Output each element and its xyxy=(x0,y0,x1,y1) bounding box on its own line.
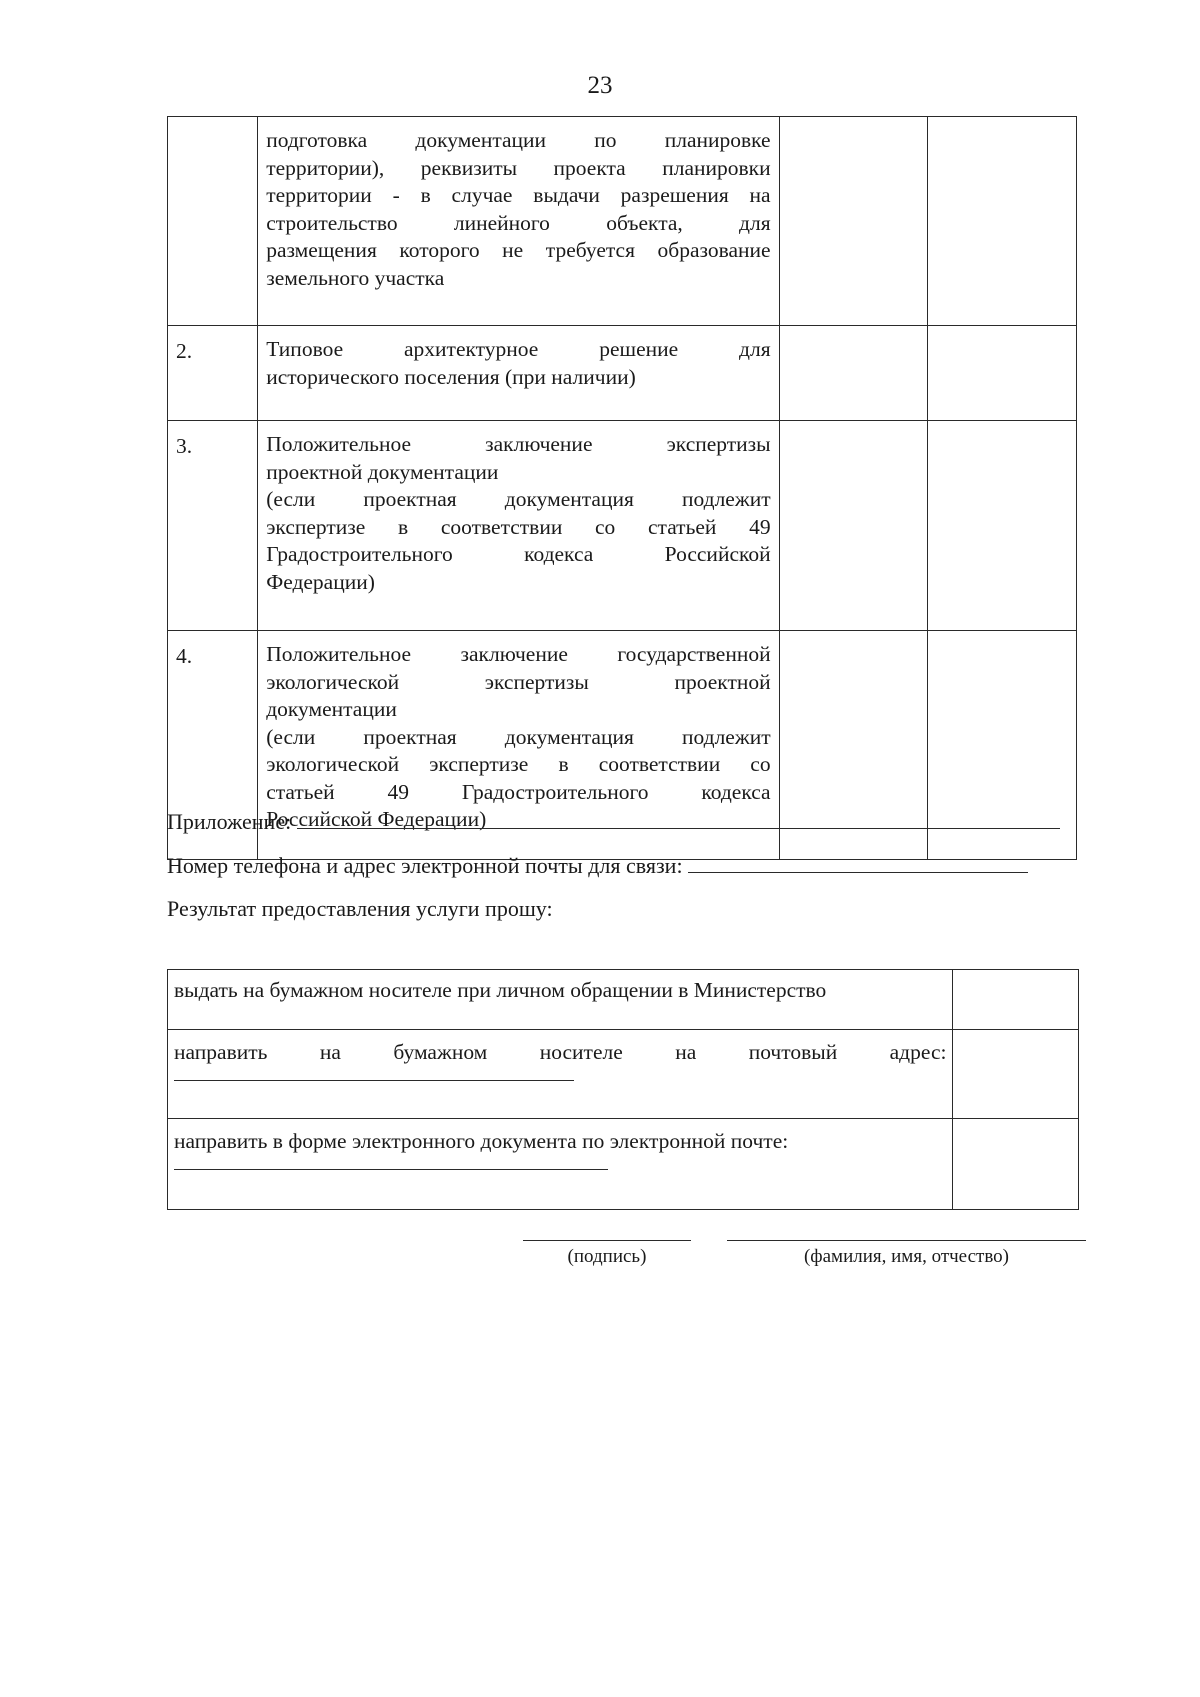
text-line: Российской Федерации) xyxy=(266,807,487,831)
attachment-label: Приложение: xyxy=(167,809,292,834)
contact-input-line[interactable] xyxy=(688,852,1028,873)
contact-label: Номер телефона и адрес электронной почты для связи: xyxy=(167,853,683,878)
text-line: территории), реквизиты проекта планировки xyxy=(266,155,771,180)
signature-line[interactable] xyxy=(523,1240,691,1241)
text-line: Градостроительного кодекса Российской xyxy=(266,542,771,566)
document-description xyxy=(258,117,779,326)
blank-cell[interactable] xyxy=(779,421,928,631)
full-name-caption: (фамилия, имя, отчество) xyxy=(803,1246,1009,1267)
option-checkbox[interactable] xyxy=(953,1119,1079,1210)
text-line: (если проектная документация подлежит xyxy=(266,724,771,749)
text-line: экологической экспертизы проектной xyxy=(266,669,771,694)
text-line: Типовое архитектурное решение для xyxy=(266,337,771,361)
full-name-line[interactable] xyxy=(727,1240,1086,1241)
text-line: Федерации) xyxy=(266,569,375,594)
text-line: территории - в случае выдачи разрешения на xyxy=(266,183,771,207)
text-line: Положительное заключение государственной xyxy=(266,642,771,666)
address-input-line[interactable] xyxy=(174,1066,574,1081)
table-row xyxy=(168,117,1077,326)
row-number xyxy=(168,117,258,326)
contact-field xyxy=(167,852,1028,879)
text-line: строительство линейного объекта, для xyxy=(266,210,771,235)
text-line: проектной документации xyxy=(266,459,499,484)
table-row xyxy=(168,326,1077,421)
row-number: 2. xyxy=(168,326,258,421)
blank-cell[interactable] xyxy=(779,326,928,421)
row-number: 4. xyxy=(168,631,258,860)
documents-table xyxy=(167,116,1077,860)
signature-caption: (подпись) xyxy=(567,1246,647,1267)
attachment-input-line[interactable] xyxy=(297,808,1060,829)
option-label: направить на бумажном носителе на почтовый адрес: xyxy=(174,1040,947,1064)
text-line: Положительное заключение экспертизы xyxy=(266,432,771,456)
result-option xyxy=(168,1030,953,1119)
text-line: земельного участка xyxy=(266,265,445,290)
table-row xyxy=(168,1119,1079,1210)
result-option xyxy=(168,970,953,1030)
result-option xyxy=(168,1119,953,1210)
table-row xyxy=(168,421,1077,631)
text-line: размещения которого не требуется образование xyxy=(266,238,771,262)
result-options-table xyxy=(167,969,1079,1210)
blank-cell[interactable] xyxy=(928,117,1077,326)
text-line: экологической экспертизе в соответствии со xyxy=(266,752,771,776)
result-label: Результат предоставления услуги прошу: xyxy=(167,896,553,921)
email-input-line[interactable] xyxy=(174,1155,608,1170)
text-line: статьей 49 Градостроительного кодекса xyxy=(266,779,771,804)
text-line: исторического поселения (при наличии) xyxy=(266,364,636,389)
text-line: экспертизе в соответствии со статьей 49 xyxy=(266,514,771,539)
option-checkbox[interactable] xyxy=(953,970,1079,1030)
option-label: направить в форме электронного документа по электронной почте: xyxy=(174,1129,789,1153)
table-row xyxy=(168,1030,1079,1119)
blank-cell[interactable] xyxy=(779,117,928,326)
text-line: (если проектная документация подлежит xyxy=(266,487,771,511)
text-line: документации xyxy=(266,697,397,721)
option-checkbox[interactable] xyxy=(953,1030,1079,1119)
row-number: 3. xyxy=(168,421,258,631)
attachment-field xyxy=(167,808,1060,835)
option-label: выдать на бумажном носителе при личном обращении в Министерство xyxy=(174,978,827,1002)
text-line: подготовка документации по планировке xyxy=(266,128,771,152)
blank-cell[interactable] xyxy=(928,421,1077,631)
document-description xyxy=(258,326,779,421)
document-description xyxy=(258,421,779,631)
table-row xyxy=(168,970,1079,1030)
page-number: 23 xyxy=(587,72,613,99)
blank-cell[interactable] xyxy=(928,326,1077,421)
